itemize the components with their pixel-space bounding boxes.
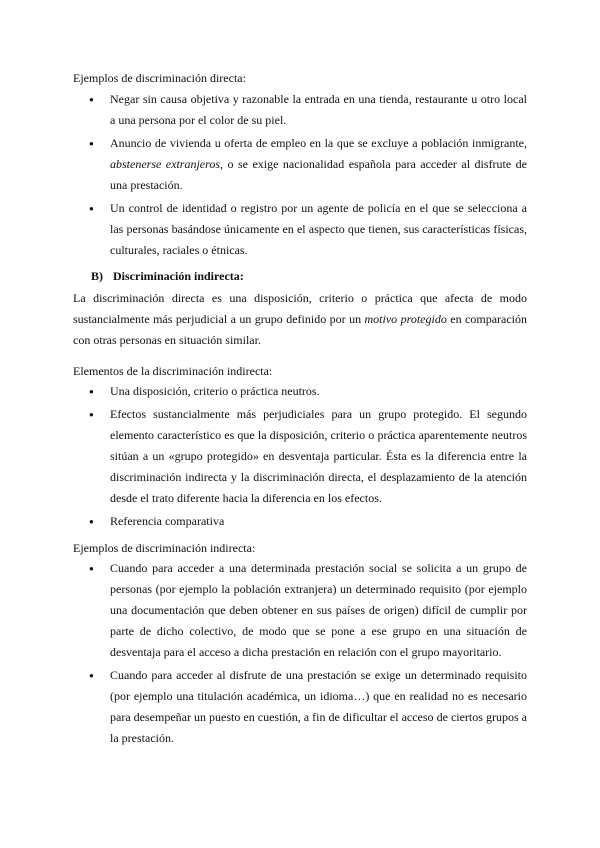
direct-examples-list xyxy=(73,89,527,263)
list-item: ● Cuando para acceder al disfrute de una prestación se exige un determinado requisito (por ejemplo una titulación académica, un idioma…) que en realidad no es necesario para desempeñar un puesto en cuestión, a fin de dificultar el acceso de ciertos grupos a la prestación. xyxy=(73,665,527,749)
list-item: ● Un control de identidad o registro por un agente de policía en el que se selecciona a las personas basándose únicamente en el aspecto que tienen, sus características físicas, culturales, raciales o étnicas. xyxy=(73,198,527,261)
indirect-examples-list xyxy=(73,558,527,751)
list-item: ● Negar sin causa objetiva y razonable la entrada en una tienda, restaurante u otro local a una persona por el color de su piel. xyxy=(73,89,527,131)
list-item: ● Anuncio de vivienda u oferta de empleo en la que se excluye a población inmigrante, abstenerse extranjeros, o se exige nacionalidad española para acceder al disfrute de una prestación. xyxy=(73,133,527,196)
elements-list xyxy=(73,381,527,534)
elements-intro: Elementos de la discriminación indirecta: xyxy=(73,364,273,378)
emphasis-text: motivo protegido xyxy=(364,312,447,326)
list-item: ● Efectos sustancialmente más perjudiciales para un grupo protegido. El segundo elemento característico es que la disposición, criterio o práctica aparentemente neutros sitúan a un «grupo protegido» en desventaja particular. Ésta es la diferencia entre la discriminación indirecta y la discriminación directa, el desplazamiento de la atención desde el trato diferente hacia la diferencia en los efectos. xyxy=(73,404,527,509)
list-item: ● Cuando para acceder a una determinada prestación social se solicita a un grupo de personas (por ejemplo la población extranjera) un determinado requisito (por ejemplo una documentación que deben obtener en sus países de origen) difícil de cumplir por parte de dicho colectivo, de modo que se pone a ese grupo en una situación de desventaja para el acceso a dicha prestación en relación con el grupo mayoritario. xyxy=(73,558,527,663)
list-item: ● Referencia comparativa xyxy=(73,511,527,532)
section-number: B) xyxy=(91,269,103,283)
direct-examples-intro: Ejemplos de discriminación directa: xyxy=(73,71,246,85)
section-heading xyxy=(91,266,244,287)
list-item: ● Una disposición, criterio o práctica neutros. xyxy=(73,381,527,402)
indirect-examples-intro: Ejemplos de discriminación indirecta: xyxy=(73,541,256,555)
section-title: Discriminación indirecta: xyxy=(113,269,244,283)
definition-paragraph: La discriminación directa es una disposición, criterio o práctica que afecta de modo sustancialmente más perjudicial a un grupo definido por un motivo protegido en comparación con otras personas en situación similar. xyxy=(73,291,528,347)
emphasis-text: abstenerse extranjeros xyxy=(110,157,221,171)
